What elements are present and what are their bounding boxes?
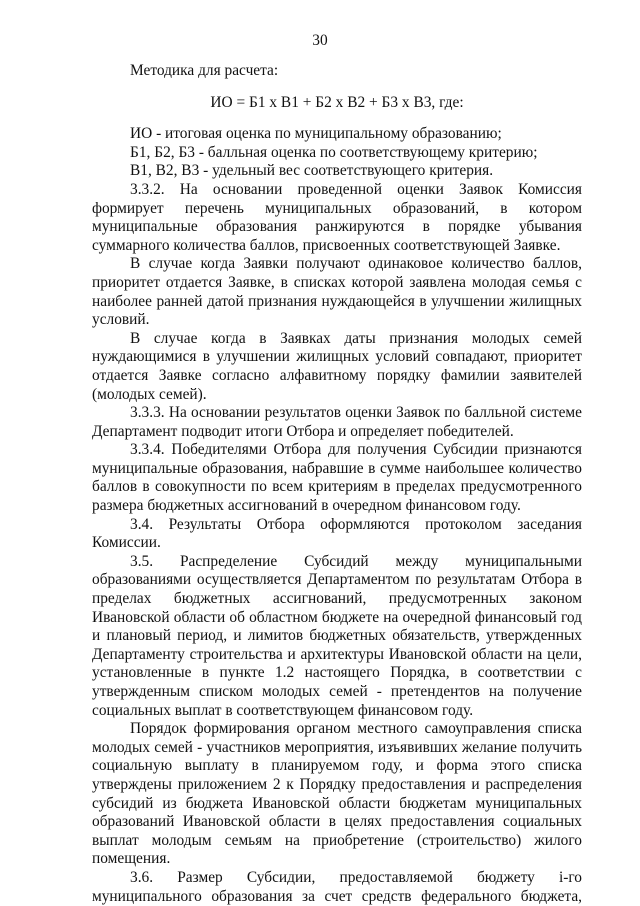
text-line: пределах бюджетных ассигнований, предусмотренных законом bbox=[92, 590, 582, 608]
definition-line: Б1, Б2, Б3 - балльная оценка по соответствующему критерию; bbox=[130, 143, 538, 161]
text-line: субсидий из бюджета Ивановской области бюджетам муниципальных bbox=[92, 794, 582, 812]
text-line: (молодых семей). bbox=[92, 385, 207, 403]
text-line: 3.6. Размер Субсидии, предоставляемой бюджету i-го bbox=[130, 868, 582, 886]
document-body bbox=[92, 62, 582, 906]
text-line: и плановый период, и лимитов бюджетных обязательств, утвержденных bbox=[92, 627, 582, 645]
text-line: помещения. bbox=[92, 850, 171, 868]
text-line: 3.3.3. На основании результатов оценки Заявок по балльной системе bbox=[130, 404, 582, 422]
text-line: 3.4. Результаты Отбора оформляются протоколом заседания bbox=[130, 515, 582, 533]
text-line: 3.5. Распределение Субсидий между муниципальными bbox=[130, 552, 582, 570]
text-line: В случае когда Заявки получают одинаковое количество баллов, bbox=[130, 255, 582, 273]
text-line: выплат молодым семьям на приобретение (строительство) жилого bbox=[92, 831, 582, 849]
definition-line: В1, В2, В3 - удельный вес соответствующего критерия. bbox=[130, 162, 494, 180]
text-line: установленные в пункте 1.2 настоящего Порядка, в соответствии с bbox=[92, 664, 582, 682]
formula: ИО = Б1 х В1 + Б2 х В2 + Б3 х В3, где: bbox=[210, 93, 464, 111]
text-line: утверждены приложением 2 к Порядку предоставления и распределения bbox=[92, 775, 582, 793]
text-line: Порядок формирования органом местного самоуправления списка bbox=[130, 720, 582, 738]
text-line: 3.3.4. Победителями Отбора для получения Субсидии признаются bbox=[130, 441, 582, 459]
page-number: 30 bbox=[312, 32, 328, 49]
text-line: 3.3.2. На основании проведенной оценки Заявок Комиссия bbox=[130, 180, 582, 198]
text-line: Ивановской области об областном бюджете на очередной финансовый год bbox=[92, 608, 582, 626]
text-line: утвержденным списком молодых семей - претендентов на получение bbox=[92, 683, 582, 700]
text-line: образованиями осуществляется Департаментом по результатам Отбора в bbox=[92, 571, 582, 589]
text-line: нуждающимися в улучшении жилищных условий совпадают, приоритет bbox=[92, 348, 582, 366]
text-line: Департаменту строительства и архитектуры Ивановской области на цели, bbox=[92, 645, 582, 663]
text-line: муниципальные образования ранжируются в порядке убывания bbox=[92, 218, 582, 236]
text-line: Комиссии. bbox=[92, 534, 161, 552]
text-line: социальных выплат в соответствующем финансовом году. bbox=[92, 701, 474, 719]
text-line: муниципального образования за счет средств федерального бюджета, bbox=[92, 887, 582, 905]
text-line: отдается Заявке согласно алфавитному порядку фамилии заявителей bbox=[92, 366, 582, 384]
text-line: социальную выплату в планируемом году, и форма этого списка bbox=[92, 757, 582, 775]
text-line: формирует перечень муниципальных образований, в котором bbox=[92, 199, 582, 217]
text-line: баллов в совокупности по всем критериям в пределах предусмотренного bbox=[92, 478, 582, 496]
text-line: образований Ивановской области в целях предоставления социальных bbox=[92, 813, 582, 831]
text-line: размера бюджетных ассигнований в очередном финансовом году. bbox=[92, 497, 521, 515]
text-line: Департамент подводит итоги Отбора и определяет победителей. bbox=[92, 422, 514, 440]
text-line: муниципальные образования, набравшие в сумме наибольшее количество bbox=[92, 459, 582, 477]
method-heading: Методика для расчета: bbox=[130, 62, 279, 79]
text-line: молодых семей - участников мероприятия, изъявивших желание получить bbox=[92, 738, 582, 756]
text-line: условий. bbox=[92, 311, 150, 329]
text-line: наиболее ранней датой признания нуждающейся в улучшении жилищных bbox=[92, 292, 582, 310]
definition-line: ИО - итоговая оценка по муниципальному образованию; bbox=[130, 125, 502, 143]
text-line: В случае когда в Заявках даты признания молодых семей bbox=[130, 329, 582, 347]
text-line: суммарного количества баллов, присвоенных соответствующей Заявке. bbox=[92, 236, 561, 254]
text-line: приоритет отдается Заявке, в списках которой заявлена молодая семья с bbox=[92, 273, 582, 291]
